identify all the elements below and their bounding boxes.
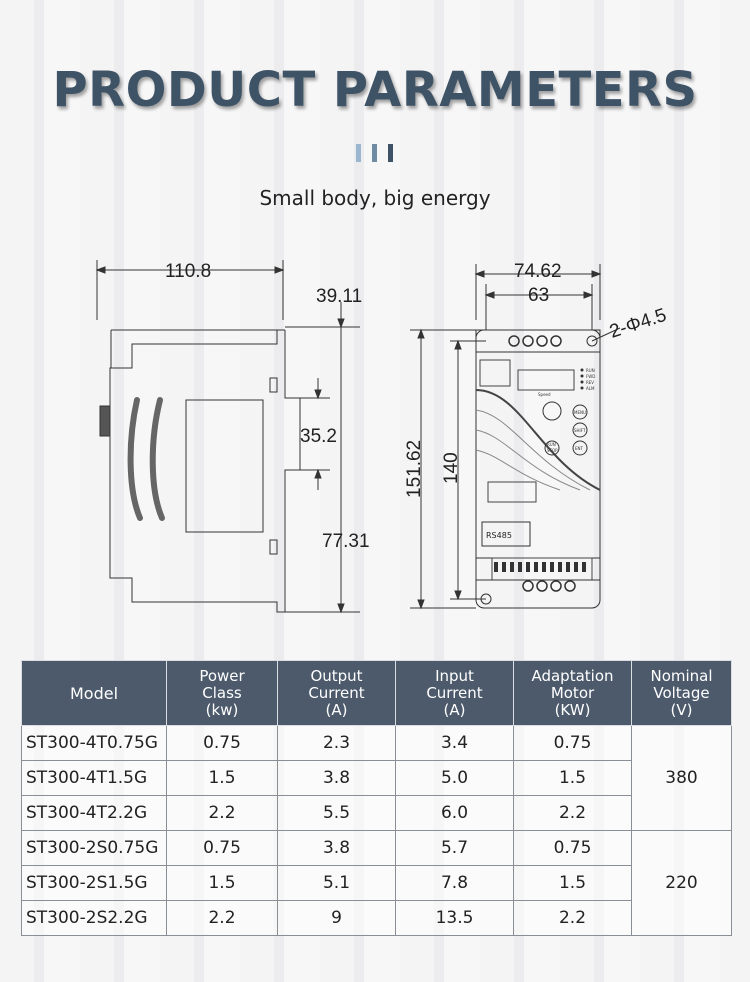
cell-adaptation-motor: 0.75 [514, 726, 632, 761]
accent-bar-3 [388, 144, 393, 162]
header-output-current [278, 661, 396, 726]
table-row [22, 866, 732, 901]
cell-input-current: 7.8 [396, 866, 514, 901]
button-label-menu: MENU [574, 410, 586, 415]
cell-power-class: 0.75 [167, 726, 278, 761]
dim-front-overall-height: 151.62 [404, 439, 425, 498]
dim-mounting-holes: 2-Φ4.5 [607, 304, 670, 343]
rs485-port-label: RS485 [486, 531, 512, 540]
cell-adaptation-motor: 0.75 [514, 831, 632, 866]
cell-output-current: 3.8 [278, 761, 396, 796]
cell-input-current: 3.4 [396, 726, 514, 761]
header-adaptation-motor [514, 661, 632, 726]
cell-model: ST300-2S0.75G [22, 831, 167, 866]
header-voltage-line-3: (V) [670, 700, 693, 719]
cell-model: ST300-2S1.5G [22, 866, 167, 901]
accent-bar-2 [372, 144, 377, 162]
cell-output-current: 9 [278, 901, 396, 936]
cell-adaptation-motor: 2.2 [514, 901, 632, 936]
cell-nominal-voltage-220: 220 [632, 831, 732, 936]
header-input-current [396, 661, 514, 726]
header-motor-line-3: (KW) [554, 700, 591, 719]
cell-power-class: 0.75 [167, 831, 278, 866]
header-power-line-1: Power [199, 666, 245, 685]
header-input-line-1: Input [435, 666, 474, 685]
header-motor-line-2: Motor [550, 683, 595, 702]
page-subtitle: Small body, big energy [259, 186, 491, 210]
table-row [22, 901, 732, 936]
header-nominal-voltage [632, 661, 732, 726]
status-leds [581, 369, 584, 390]
dim-side-width: 110.8 [165, 261, 212, 282]
table-row [22, 796, 732, 831]
dim-side-depth: 39.11 [316, 286, 363, 307]
cell-output-current: 5.1 [278, 866, 396, 901]
header-motor-line-1: Adaptation [531, 666, 614, 685]
top-terminals [509, 336, 575, 591]
header-power-line-3: (kw) [205, 700, 239, 719]
led-label-1: RUN [586, 368, 595, 373]
dim-front-mount-height: 140 [441, 452, 462, 484]
cell-model: ST300-4T1.5G [22, 761, 167, 796]
cell-adaptation-motor: 1.5 [514, 761, 632, 796]
cell-output-current: 3.8 [278, 831, 396, 866]
page-title: PRODUCT PARAMETERS [52, 62, 698, 118]
led-label-4: ALM [586, 386, 595, 391]
title-accent-bars [356, 144, 400, 162]
led-label-3: REV [586, 380, 595, 385]
header-output-line-1: Output [310, 666, 363, 685]
cell-model: ST300-4T2.2G [22, 796, 167, 831]
cell-output-current: 5.5 [278, 796, 396, 831]
header-model-line-1: Model [69, 683, 119, 703]
cell-input-current: 5.0 [396, 761, 514, 796]
cell-adaptation-motor: 1.5 [514, 866, 632, 901]
header-input-line-3: (A) [443, 700, 466, 719]
led-label-2: FWD [586, 374, 596, 379]
cell-power-class: 2.2 [167, 901, 278, 936]
header-input-line-2: Current [426, 683, 483, 702]
button-label-stop: STOP [547, 448, 558, 453]
header-voltage-line-1: Nominal [650, 666, 713, 685]
cell-input-current: 13.5 [396, 901, 514, 936]
cell-power-class: 1.5 [167, 761, 278, 796]
dim-side-lower: 77.31 [322, 531, 370, 552]
knob-label: Speed [538, 392, 551, 397]
cell-output-current: 2.3 [278, 726, 396, 761]
cell-power-class: 1.5 [167, 866, 278, 901]
dim-side-slot: 35.2 [300, 426, 337, 447]
table-row [22, 831, 732, 866]
cell-input-current: 5.7 [396, 831, 514, 866]
button-label-run: RUN [547, 442, 556, 447]
cell-power-class: 2.2 [167, 796, 278, 831]
dim-front-mount-width: 63 [528, 285, 550, 306]
terminal-strip [494, 562, 586, 572]
header-voltage-line-2: Voltage [653, 683, 710, 702]
dimension-drawing [0, 240, 750, 630]
table-row [22, 761, 732, 796]
header-model [22, 661, 167, 726]
table-row [22, 726, 732, 761]
header-power-class [167, 661, 278, 726]
table-header-row [22, 661, 732, 726]
cell-model: ST300-2S2.2G [22, 901, 167, 936]
accent-bar-1 [356, 144, 361, 162]
dim-front-overall-width: 74.62 [514, 261, 562, 282]
button-label-ent: ENT [575, 446, 583, 451]
header-output-line-2: Current [308, 683, 365, 702]
header-output-line-3: (A) [325, 700, 348, 719]
cell-adaptation-motor: 2.2 [514, 796, 632, 831]
cell-model: ST300-4T0.75G [22, 726, 167, 761]
button-label-shift: SHIFT [574, 428, 586, 433]
cell-input-current: 6.0 [396, 796, 514, 831]
header-power-line-2: Class [202, 683, 242, 702]
cell-nominal-voltage-380: 380 [632, 726, 732, 831]
parameters-table [21, 660, 732, 936]
side-view-outline [100, 330, 300, 612]
